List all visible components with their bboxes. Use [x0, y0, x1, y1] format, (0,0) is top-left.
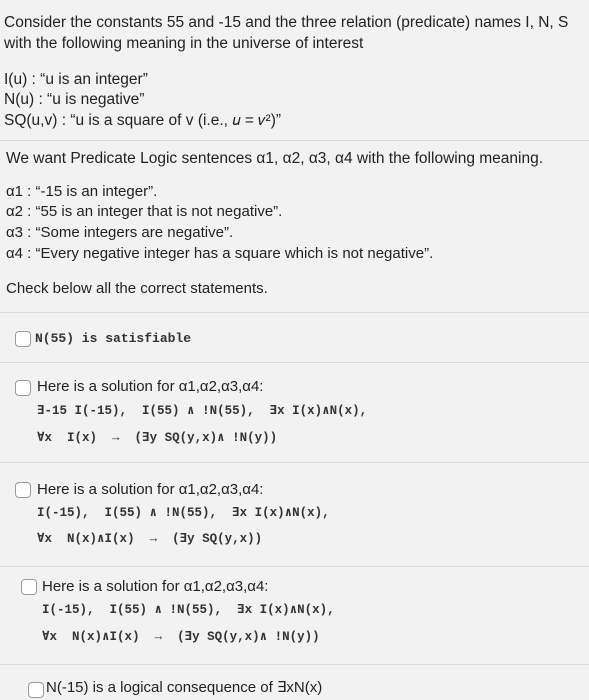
option-4-line-2: ∀x N(x)∧I(x) → (∃y SQ(y,x)∧ !N(y)): [42, 630, 320, 644]
intro-text: [4, 12, 588, 54]
divider: [0, 140, 589, 141]
alpha-2: α2 : “55 is an integer that is not negative”.: [6, 203, 283, 220]
divider: [0, 664, 589, 665]
option-1-checkbox[interactable]: [15, 331, 31, 347]
option-5-checkbox[interactable]: [28, 682, 44, 698]
option-4-line-1: I(-15), I(55) ∧ !N(55), ∃x I(x)∧N(x),: [42, 603, 335, 617]
predicate-sq: SQ(u,v) : “u is a square of v (i.e., 𝑢 = 𝑣²)”: [4, 112, 282, 129]
divider: [0, 462, 589, 463]
option-2-checkbox[interactable]: [15, 380, 31, 396]
predicate-n: N(u) : “u is negative”: [4, 91, 145, 108]
intro-line-2: with the following meaning in the universe of interest: [4, 35, 364, 52]
option-3-checkbox[interactable]: [15, 482, 31, 498]
option-1-label: N(55) is satisfiable: [35, 331, 192, 346]
check-instruction: Check below all the correct statements.: [6, 280, 268, 297]
option-2-line-2: ∀x I(x) → (∃y SQ(y,x)∧ !N(y)): [37, 431, 278, 445]
option-5-label: N(-15) is a logical consequence of ∃xN(x): [46, 680, 323, 696]
divider: [0, 312, 589, 313]
option-4-checkbox[interactable]: [21, 579, 37, 595]
intro-line-1: Consider the constants 55 and -15 and the three relation (predicate) names I, N, S: [4, 14, 569, 31]
divider: [0, 362, 589, 363]
predicate-i: I(u) : “u is an integer”: [4, 71, 148, 88]
option-3-label: Here is a solution for α1,α2,α3,α4:: [37, 481, 264, 498]
divider: [0, 566, 589, 567]
option-3-line-1: I(-15), I(55) ∧ !N(55), ∃x I(x)∧N(x),: [37, 506, 330, 520]
option-2-line-1: ∃-15 I(-15), I(55) ∧ !N(55), ∃x I(x)∧N(x),: [37, 404, 368, 418]
alpha-1: α1 : “-15 is an integer”.: [6, 183, 158, 200]
option-2-label: Here is a solution for α1,α2,α3,α4:: [37, 378, 264, 395]
alpha-3: α3 : “Some integers are negative”.: [6, 224, 234, 241]
option-5[interactable]: [0, 680, 589, 700]
alpha-4: α4 : “Every negative integer has a square which is not negative”.: [6, 245, 434, 262]
option-3-line-2: ∀x N(x)∧I(x) → (∃y SQ(y,x)): [37, 532, 263, 546]
want-text: We want Predicate Logic sentences α1, α2, α3, α4 with the following meaning.: [6, 150, 544, 167]
option-4-label: Here is a solution for α1,α2,α3,α4:: [42, 578, 269, 595]
